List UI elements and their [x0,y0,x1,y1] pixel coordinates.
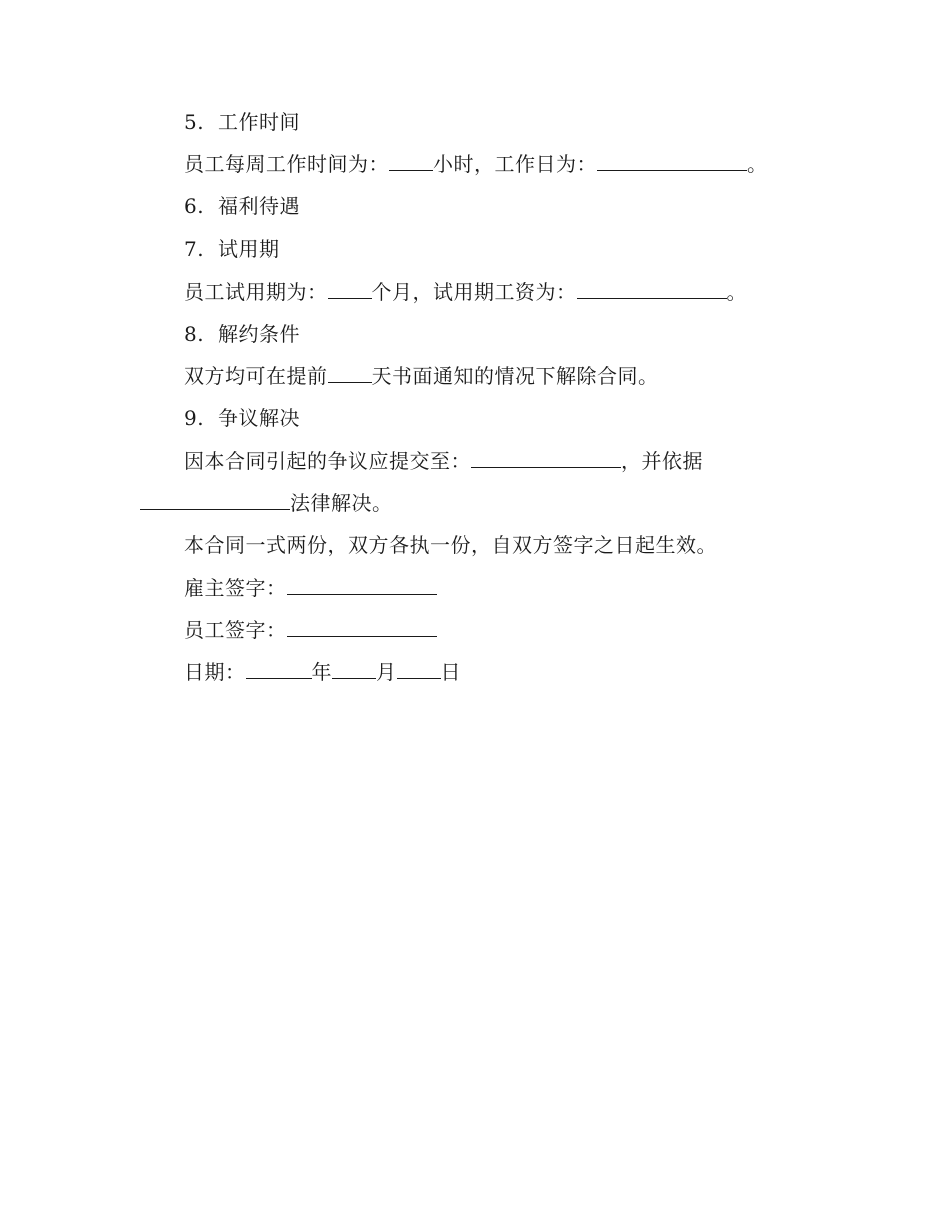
section-title: 工作时间 [218,110,300,134]
clause-text: 员工试用期为： [184,280,328,304]
section-title: 解约条件 [218,322,300,346]
section-number: 5. [184,110,205,134]
clause-text: 法律解决。 [290,491,393,515]
section-5-heading [184,108,300,136]
section-title: 福利待遇 [218,194,300,218]
clause-text: 。 [747,152,768,176]
section-title: 试用期 [218,237,280,261]
month-blank[interactable] [332,658,376,679]
clause-text: 。 [726,280,747,304]
section-number: 6. [184,194,205,218]
section-number: 8. [184,322,205,346]
section-9-heading [184,404,300,432]
date-line [184,658,461,686]
work-hours-clause [184,150,768,178]
clause-text: 双方均可在提前 [184,364,328,388]
day-label: 日 [440,660,461,684]
closing-statement: 本合同一式两份，双方各执一份，自双方签字之日起生效。 [184,533,717,557]
clause-text: 小时，工作日为： [433,152,597,176]
section-number: 9. [184,406,205,430]
employee-signature-blank[interactable] [287,616,437,637]
date-label: 日期： [184,660,246,684]
clause-text: ，并依据 [621,449,703,473]
employer-signature-blank[interactable] [287,574,437,595]
employee-signature-line [184,616,437,644]
section-title: 争议解决 [218,406,300,430]
section-7-heading [184,235,280,263]
year-label: 年 [311,660,332,684]
hours-blank[interactable] [389,150,433,171]
probation-salary-blank[interactable] [577,278,727,299]
clause-text: 员工每周工作时间为： [184,152,389,176]
section-8-heading [184,320,300,348]
dispute-clause [184,447,703,475]
clause-text: 天书面通知的情况下解除合同。 [371,364,659,388]
signature-label: 雇主签字： [184,576,287,600]
year-blank[interactable] [246,658,312,679]
governing-law-blank[interactable] [140,489,290,510]
day-blank[interactable] [397,658,441,679]
month-label: 月 [376,660,397,684]
workdays-blank[interactable] [597,150,747,171]
clause-text: 因本合同引起的争议应提交至： [184,449,471,473]
signature-label: 员工签字： [184,618,287,642]
notice-days-blank[interactable] [328,362,372,383]
probation-clause [184,278,747,306]
section-6-heading [184,192,300,220]
employer-signature-line [184,574,437,602]
clause-text: 个月，试用期工资为： [371,280,577,304]
dispute-venue-blank[interactable] [471,447,621,468]
probation-months-blank[interactable] [328,278,372,299]
section-number: 7. [184,237,205,261]
termination-clause [184,362,659,390]
dispute-clause-continued [140,489,393,517]
